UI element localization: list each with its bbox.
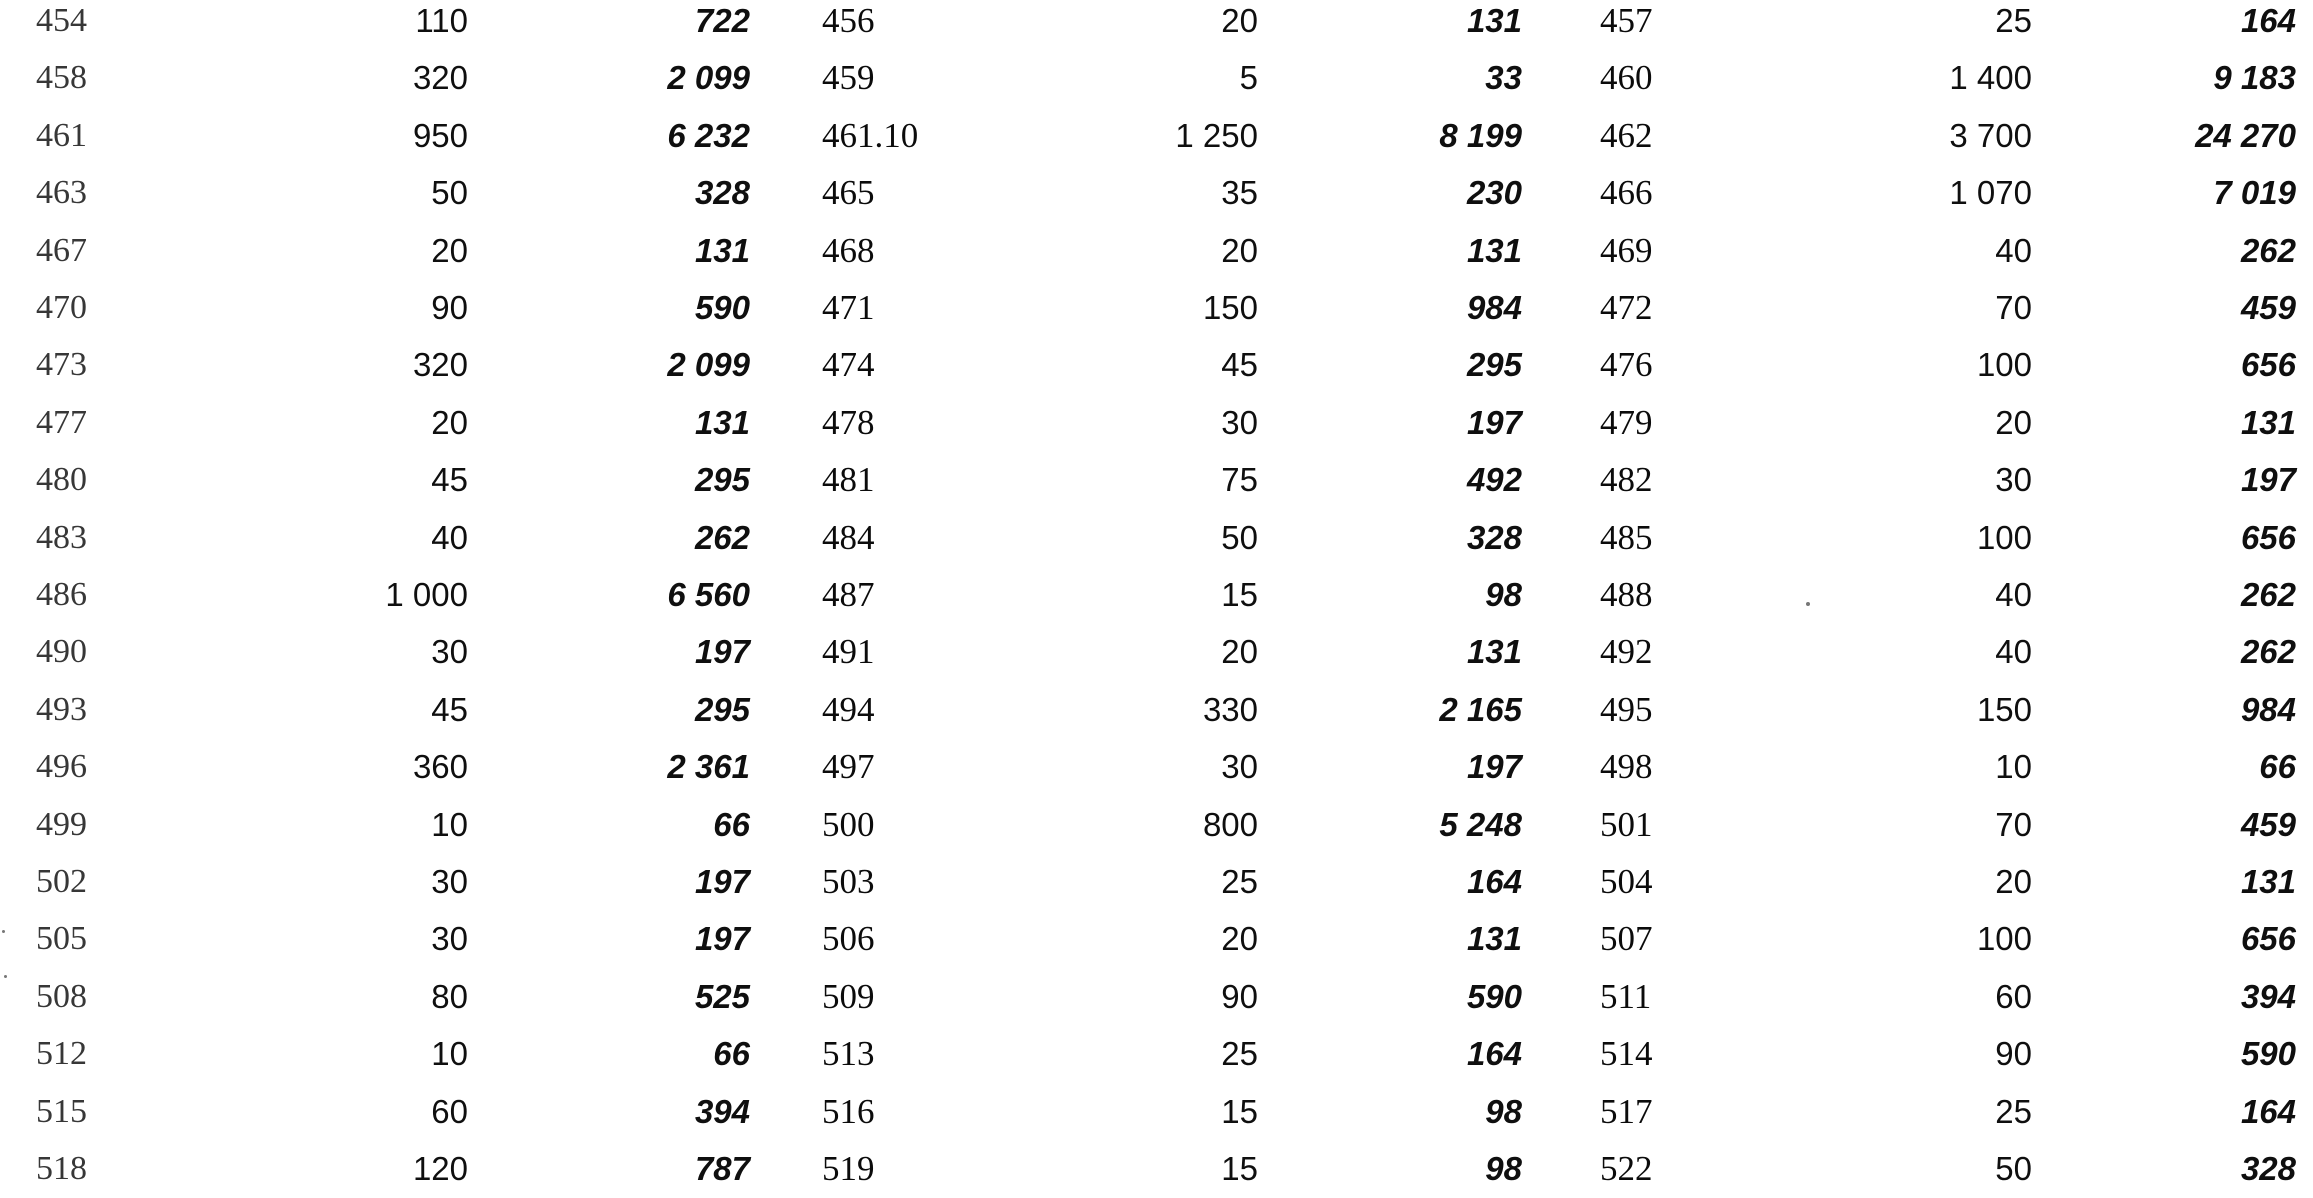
cell-value-1: 787: [694, 1150, 750, 1187]
cell-value-1: 295: [694, 690, 750, 728]
cell-row-number: 463: [36, 174, 87, 212]
cell-id-3: 479: [1600, 402, 1653, 442]
cell-row-number: 458: [36, 59, 87, 97]
cell-value-1: 6 232: [667, 116, 750, 154]
cell-value-1: 131: [694, 403, 750, 441]
scan-speck: [2, 930, 5, 933]
cell-row-number: 499: [36, 805, 87, 843]
cell-quantity-3: 50: [1995, 1150, 2032, 1187]
cell-quantity-2: 15: [1221, 576, 1258, 613]
table-row: [0, 451, 2313, 509]
cell-value-1: 394: [694, 1092, 750, 1130]
cell-quantity-3: 100: [1976, 920, 2032, 958]
cell-value-3: 131: [2240, 403, 2296, 441]
cell-id-3: 507: [1600, 919, 1653, 959]
cell-id-2: 491: [822, 632, 875, 672]
table-row: [0, 222, 2313, 280]
cell-id-3: 469: [1600, 230, 1653, 270]
cell-value-3: 9 183: [2213, 59, 2296, 97]
cell-value-2: 5 248: [1439, 805, 1522, 843]
cell-id-2: 474: [822, 345, 875, 385]
cell-row-number: 473: [36, 346, 87, 384]
cell-quantity-1: 1 000: [385, 576, 468, 613]
cell-quantity-2: 25: [1221, 1035, 1258, 1073]
cell-value-2: 492: [1466, 461, 1522, 499]
cell-id-3: 517: [1600, 1091, 1653, 1131]
cell-id-2: 471: [822, 288, 875, 327]
cell-value-1: 2 361: [667, 748, 750, 786]
cell-id-3: 498: [1600, 747, 1653, 787]
cell-value-3: 164: [2240, 2, 2296, 39]
cell-id-2: 497: [822, 747, 875, 787]
table-row: [0, 1083, 2313, 1141]
cell-quantity-2: 50: [1221, 518, 1258, 556]
table-row: [0, 279, 2313, 337]
cell-quantity-2: 15: [1221, 1150, 1258, 1187]
cell-quantity-3: 25: [1995, 1092, 2032, 1130]
cell-value-1: 131: [694, 231, 750, 269]
cell-id-2: 503: [822, 862, 875, 901]
cell-quantity-3: 1 400: [1949, 59, 2032, 97]
table-row: [0, 1140, 2313, 1198]
table-row: [0, 49, 2313, 107]
cell-quantity-1: 120: [412, 1150, 468, 1187]
table-row: [0, 509, 2313, 567]
cell-id-3: 501: [1600, 804, 1653, 844]
cell-id-3: 514: [1600, 1034, 1653, 1074]
table-row: [0, 853, 2313, 911]
cell-id-3: 504: [1600, 862, 1653, 901]
cell-quantity-3: 20: [1995, 863, 2032, 900]
cell-value-2: 98: [1485, 576, 1522, 613]
cell-value-3: 459: [2240, 289, 2296, 326]
cell-id-3: 511: [1600, 976, 1652, 1016]
cell-value-2: 98: [1485, 1150, 1522, 1187]
cell-value-2: 33: [1485, 59, 1522, 97]
table-row: [0, 910, 2313, 968]
cell-quantity-3: 20: [1995, 403, 2032, 441]
cell-quantity-1: 320: [412, 59, 468, 97]
cell-id-2: 468: [822, 230, 875, 270]
cell-id-2: 513: [822, 1034, 875, 1074]
cell-value-1: 6 560: [667, 576, 750, 613]
scan-speck: [4, 975, 7, 978]
cell-id-2: 484: [822, 517, 875, 557]
cell-value-1: 328: [694, 174, 750, 212]
cell-quantity-1: 320: [412, 346, 468, 384]
cell-quantity-3: 40: [1995, 633, 2032, 671]
cell-value-2: 295: [1466, 346, 1522, 384]
cell-quantity-3: 90: [1995, 1035, 2032, 1073]
cell-quantity-1: 80: [431, 977, 468, 1015]
cell-id-2: 494: [822, 689, 875, 729]
cell-row-number: 467: [36, 231, 87, 269]
cell-quantity-3: 70: [1995, 289, 2032, 326]
cell-row-number: 508: [36, 977, 87, 1015]
table-row: [0, 968, 2313, 1026]
cell-quantity-1: 950: [412, 116, 468, 154]
cell-id-3: 495: [1600, 689, 1653, 729]
cell-quantity-2: 20: [1221, 920, 1258, 958]
cell-value-3: 131: [2240, 863, 2296, 900]
table-row: [0, 796, 2313, 854]
cell-id-3: 476: [1600, 345, 1653, 385]
cell-id-2: 481: [822, 460, 875, 500]
cell-value-2: 131: [1466, 633, 1522, 671]
cell-quantity-1: 45: [431, 461, 468, 499]
cell-row-number: 505: [36, 920, 87, 958]
cell-quantity-2: 150: [1202, 289, 1258, 326]
cell-id-2: 465: [822, 173, 875, 213]
cell-quantity-3: 10: [1995, 748, 2032, 786]
cell-value-3: 394: [2240, 977, 2296, 1015]
cell-row-number: 486: [36, 576, 87, 613]
cell-quantity-1: 110: [415, 2, 468, 39]
cell-quantity-2: 35: [1221, 174, 1258, 212]
cell-value-1: 66: [713, 1035, 750, 1073]
cell-row-number: 477: [36, 403, 87, 441]
cell-value-1: 197: [694, 863, 750, 900]
table-row: [0, 107, 2313, 165]
cell-quantity-3: 150: [1976, 690, 2032, 728]
cell-row-number: 454: [36, 2, 87, 39]
cell-quantity-1: 20: [431, 231, 468, 269]
cell-quantity-2: 20: [1221, 2, 1258, 39]
cell-value-2: 590: [1466, 977, 1522, 1015]
cell-quantity-3: 60: [1995, 977, 2032, 1015]
cell-value-2: 131: [1466, 2, 1522, 39]
cell-id-3: 466: [1600, 173, 1653, 213]
cell-value-3: 656: [2240, 920, 2296, 958]
cell-quantity-2: 45: [1221, 346, 1258, 384]
cell-id-3: 462: [1600, 115, 1653, 155]
cell-id-2: 461.10: [822, 115, 919, 155]
cell-id-3: 482: [1600, 460, 1653, 500]
cell-quantity-1: 50: [431, 174, 468, 212]
cell-row-number: 515: [36, 1092, 87, 1130]
cell-row-number: 496: [36, 748, 87, 786]
cell-quantity-2: 20: [1221, 633, 1258, 671]
cell-quantity-2: 90: [1221, 977, 1258, 1015]
cell-quantity-3: 40: [1995, 576, 2032, 613]
cell-value-3: 197: [2240, 461, 2296, 499]
cell-value-2: 164: [1466, 863, 1522, 900]
table-row: [0, 1025, 2313, 1083]
cell-value-1: 197: [694, 633, 750, 671]
cell-value-2: 984: [1466, 289, 1522, 326]
cell-value-3: 24 270: [2195, 116, 2296, 154]
cell-value-3: 328: [2240, 1150, 2296, 1187]
cell-row-number: 512: [36, 1035, 87, 1073]
cell-value-3: 984: [2240, 690, 2296, 728]
cell-value-1: 590: [694, 289, 750, 326]
cell-quantity-1: 40: [431, 518, 468, 556]
cell-quantity-1: 10: [431, 805, 468, 843]
cell-id-2: 516: [822, 1091, 875, 1131]
cell-id-3: 460: [1600, 58, 1653, 98]
cell-quantity-1: 360: [412, 748, 468, 786]
scan-speck: [1806, 602, 1810, 606]
cell-value-1: 66: [713, 805, 750, 843]
cell-value-2: 8 199: [1439, 116, 1522, 154]
cell-id-2: 506: [822, 919, 875, 959]
cell-quantity-2: 330: [1202, 690, 1258, 728]
cell-quantity-3: 100: [1976, 346, 2032, 384]
table-row: [0, 623, 2313, 681]
cell-quantity-1: 10: [431, 1035, 468, 1073]
cell-quantity-2: 5: [1239, 59, 1258, 97]
cell-row-number: 493: [36, 690, 87, 728]
cell-value-2: 328: [1466, 518, 1522, 556]
cell-quantity-1: 30: [431, 633, 468, 671]
cell-value-3: 164: [2240, 1092, 2296, 1130]
cell-quantity-1: 30: [431, 920, 468, 958]
cell-row-number: 483: [36, 518, 87, 556]
table-row: [0, 738, 2313, 796]
cell-id-3: 457: [1600, 1, 1653, 40]
cell-id-2: 509: [822, 976, 875, 1016]
cell-value-1: 525: [694, 977, 750, 1015]
cell-id-2: 500: [822, 804, 875, 844]
cell-quantity-1: 90: [431, 289, 468, 326]
cell-quantity-3: 40: [1995, 231, 2032, 269]
cell-quantity-2: 75: [1221, 461, 1258, 499]
cell-value-3: 590: [2240, 1035, 2296, 1073]
cell-quantity-1: 45: [431, 690, 468, 728]
cell-value-3: 262: [2240, 633, 2296, 671]
cell-id-3: 472: [1600, 288, 1653, 327]
table-row: [0, 0, 2313, 50]
cell-value-1: 2 099: [667, 346, 750, 384]
cell-value-1: 722: [694, 2, 750, 39]
cell-value-3: 262: [2240, 576, 2296, 613]
cell-id-2: 456: [822, 1, 875, 40]
table-row: [0, 394, 2313, 452]
cell-value-1: 2 099: [667, 59, 750, 97]
cell-value-1: 262: [694, 518, 750, 556]
cell-value-3: 7 019: [2213, 174, 2296, 212]
cell-value-3: 656: [2240, 518, 2296, 556]
cell-quantity-3: 70: [1995, 805, 2032, 843]
cell-value-3: 656: [2240, 346, 2296, 384]
cell-row-number: 490: [36, 633, 87, 671]
cell-id-2: 459: [822, 58, 875, 98]
cell-value-1: 295: [694, 461, 750, 499]
cell-row-number: 518: [36, 1150, 87, 1187]
cell-quantity-1: 60: [431, 1092, 468, 1130]
cell-quantity-2: 20: [1221, 231, 1258, 269]
cell-id-3: 488: [1600, 575, 1653, 614]
cell-value-2: 131: [1466, 231, 1522, 269]
cell-id-3: 522: [1600, 1149, 1653, 1188]
cell-row-number: 502: [36, 863, 87, 900]
cell-quantity-2: 1 250: [1175, 116, 1258, 154]
cell-row-number: 480: [36, 461, 87, 499]
cell-quantity-2: 30: [1221, 403, 1258, 441]
cell-id-2: 487: [822, 575, 875, 614]
table-row: [0, 164, 2313, 222]
cell-value-1: 197: [694, 920, 750, 958]
cell-quantity-3: 1 070: [1949, 174, 2032, 212]
cell-quantity-2: 15: [1221, 1092, 1258, 1130]
cell-value-3: 262: [2240, 231, 2296, 269]
cell-quantity-2: 25: [1221, 863, 1258, 900]
cell-value-3: 66: [2259, 748, 2296, 786]
cell-id-2: 478: [822, 402, 875, 442]
cell-value-2: 197: [1466, 403, 1522, 441]
cell-quantity-3: 3 700: [1949, 116, 2032, 154]
cell-value-2: 164: [1466, 1035, 1522, 1073]
cell-value-3: 459: [2240, 805, 2296, 843]
cell-value-2: 230: [1466, 174, 1522, 212]
cell-row-number: 461: [36, 116, 87, 154]
cell-value-2: 98: [1485, 1092, 1522, 1130]
cell-id-2: 519: [822, 1149, 875, 1188]
cell-value-2: 2 165: [1439, 690, 1522, 728]
cell-id-3: 485: [1600, 517, 1653, 557]
table-row: [0, 681, 2313, 739]
cell-value-2: 131: [1466, 920, 1522, 958]
cell-quantity-3: 30: [1995, 461, 2032, 499]
cell-value-2: 197: [1466, 748, 1522, 786]
cell-row-number: 470: [36, 289, 87, 326]
cell-quantity-1: 30: [431, 863, 468, 900]
cell-quantity-3: 25: [1995, 2, 2032, 39]
cell-quantity-3: 100: [1976, 518, 2032, 556]
cell-quantity-2: 800: [1202, 805, 1258, 843]
cell-quantity-2: 30: [1221, 748, 1258, 786]
cell-id-3: 492: [1600, 632, 1653, 672]
table-row: [0, 566, 2313, 624]
table-row: [0, 336, 2313, 394]
cell-quantity-1: 20: [431, 403, 468, 441]
